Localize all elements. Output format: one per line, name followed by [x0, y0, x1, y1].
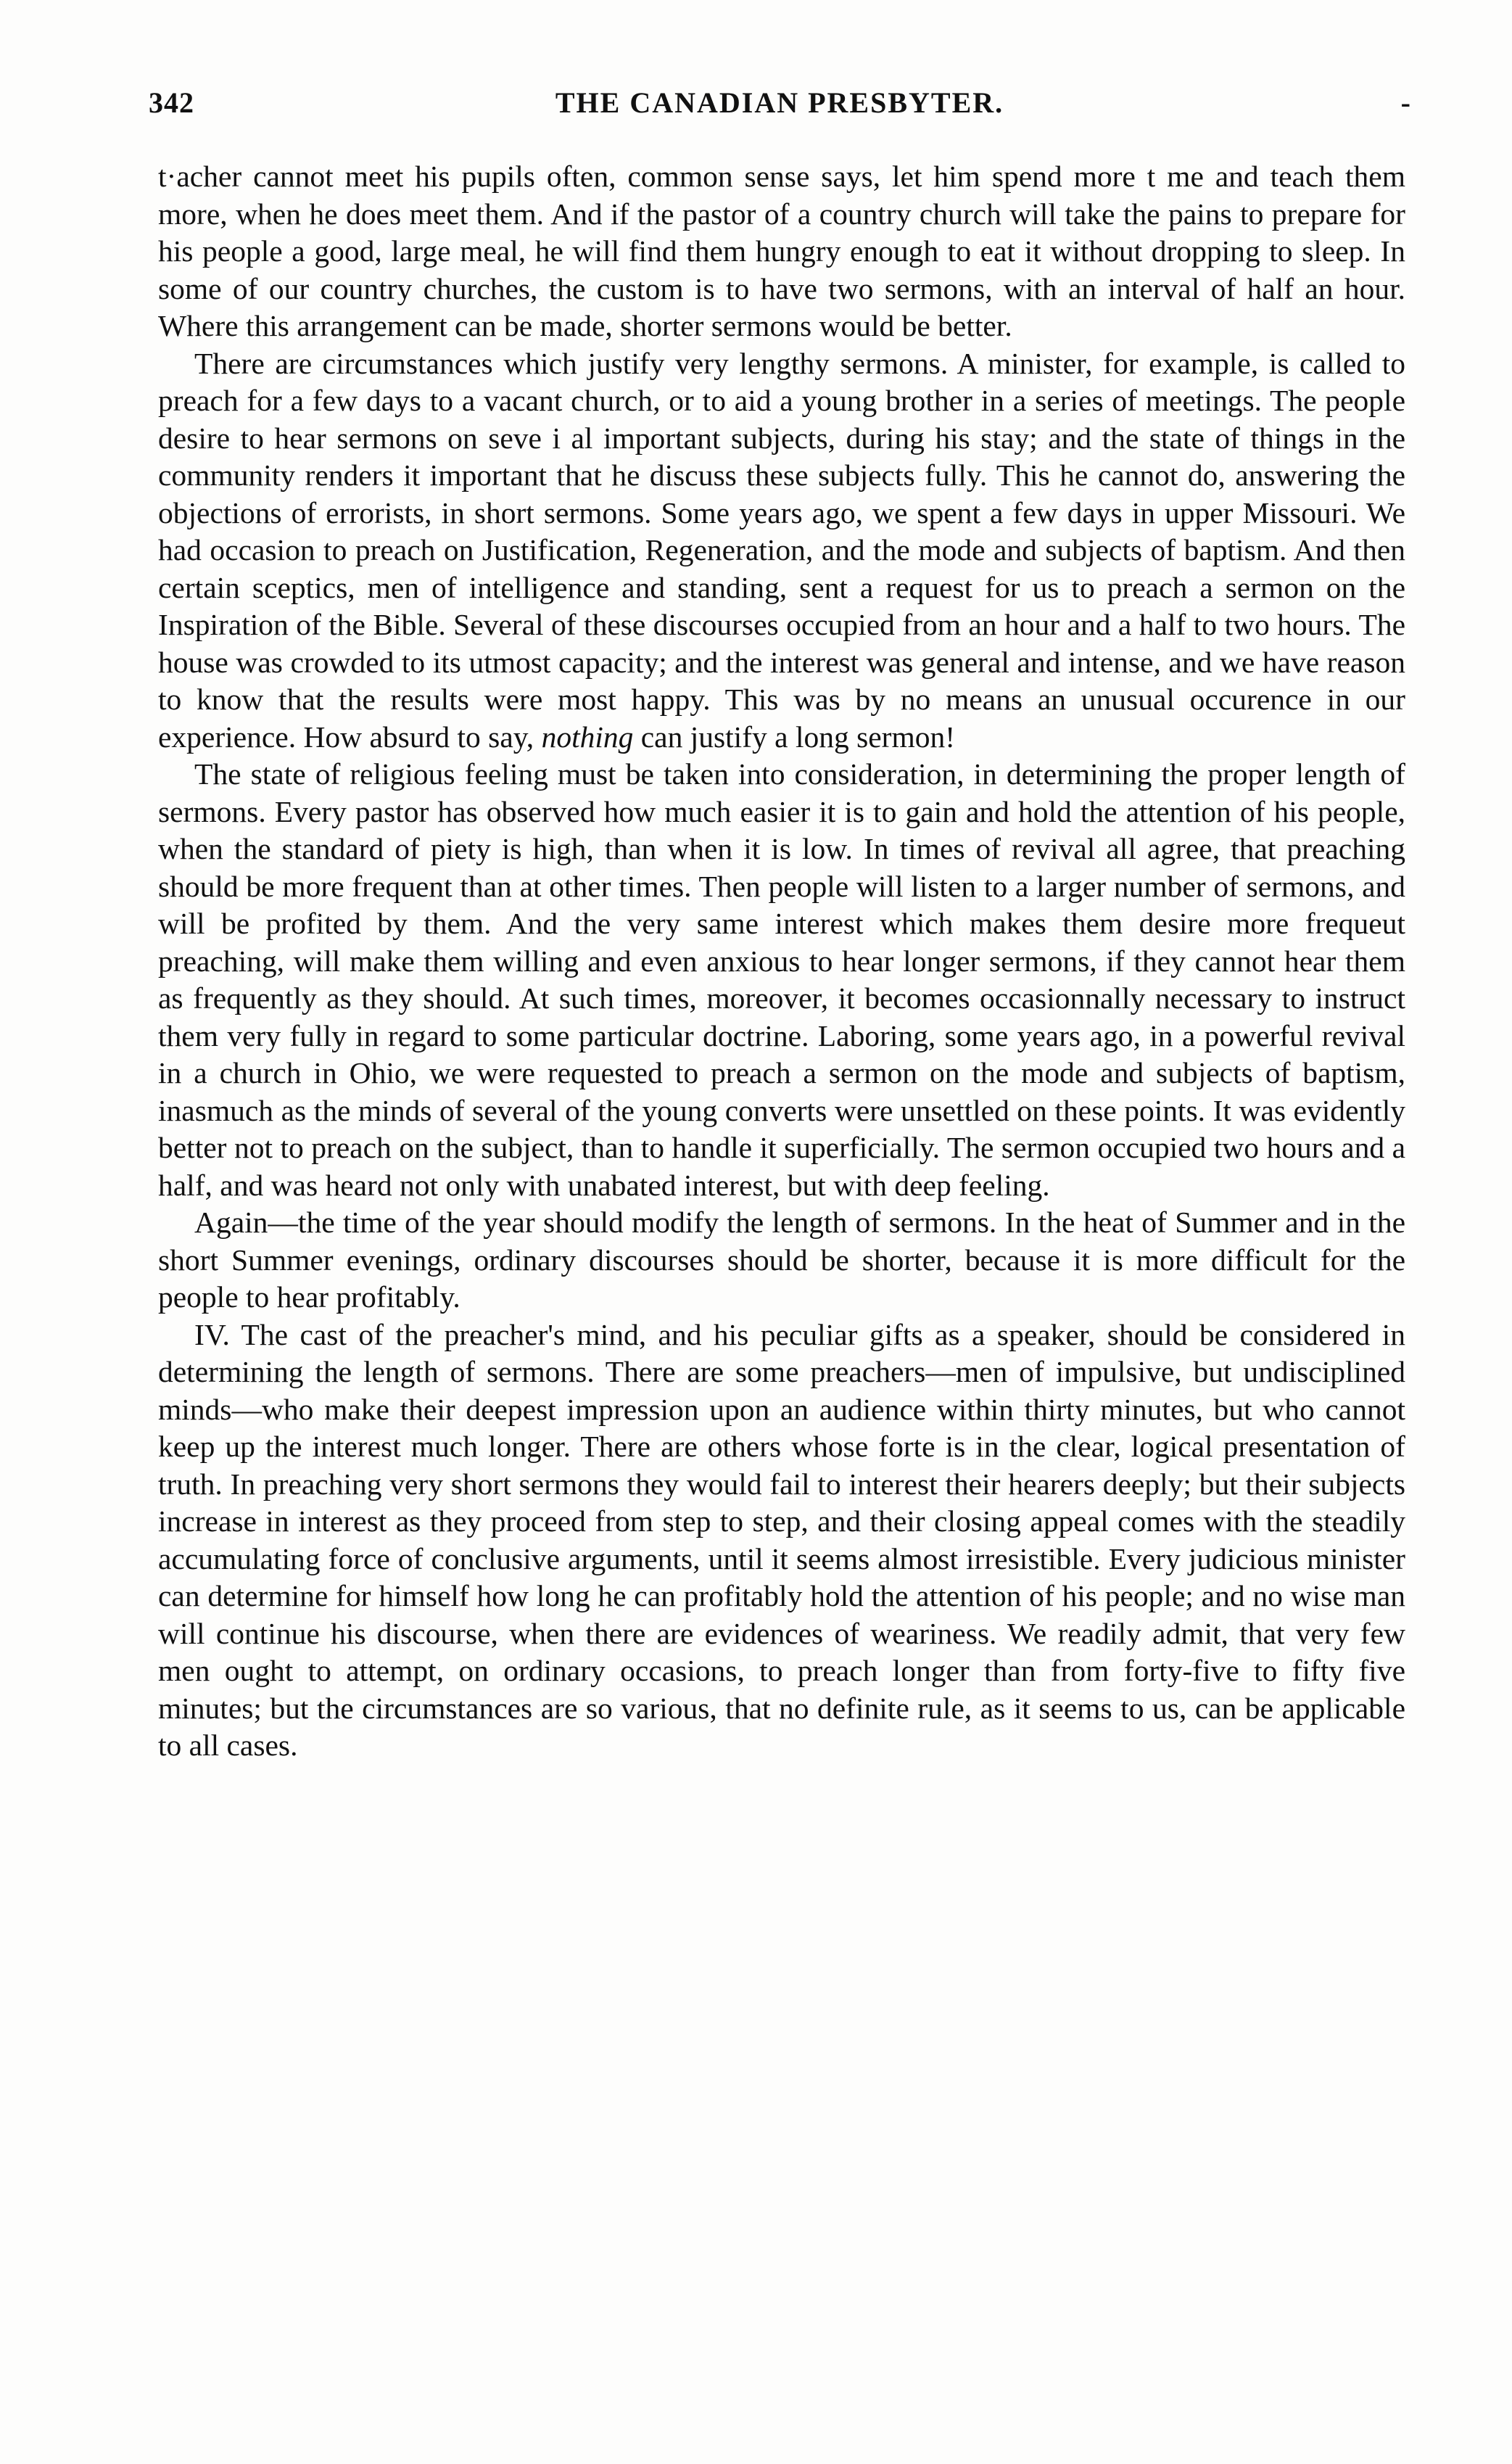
article-body [158, 158, 1405, 1765]
paragraph-3: The state of religious feeling must be taken into consideration, in determining the proper length of sermons. Every pastor has observed how much easier it is to gain and hold the attention of his people, when the standard of piety is high, than when it is low. In times of revival all agree, that preaching should be more frequent than at other times. Then people will listen to a larger number of sermons, and will be profited by them. And the very same interest which makes them desire more frequeut preaching, will make them willing and even anxious to hear longer sermons, if they cannot hear them as frequently as they should. At such times, moreover, it becomes occasionnally necessary to instruct them very fully in regard to some particular doctrine. Laboring, some years ago, in a powerful revival in a church in Ohio, we were requested to preach a sermon on the mode and subjects of baptism, inasmuch as the minds of several of the young converts were unsettled on these points. It was evidently better not to preach on the subject, than to handle it superficially. The sermon occupied two hours and a half, and was heard not only with unabated interest, but with deep feeling. [158, 757, 1405, 1202]
paragraph-4: Again—the time of the year should modify the length of sermons. In the heat of Summer and in the short Summer evenings, ordinary discourses should be shorter, because it is more difficult for the people to hear profitably. [158, 1206, 1405, 1314]
paragraph-2 [158, 345, 1405, 757]
paragraph-2-emphasis: nothing [541, 720, 634, 754]
paragraph-1: t·acher cannot meet his pupils often, common sense says, let him spend more t me and teach them more, when he does meet them. And if the pastor of a country church will take the pains to prepare for his people a good, large meal, he will find them hungry enough to eat it without dropping to sleep. In some of our country churches, the custom is to have two sermons, with an interval of half an hour. Where this arrangement can be made, shorter sermons would be better. [158, 160, 1405, 342]
paragraph-5: IV. The cast of the preacher's mind, and his peculiar gifts as a speaker, should be considered in determining the length of sermons. There are some preachers—men of impulsive, but undisciplined minds—who make their deepest impression upon an audience within thirty minutes, but who cannot keep up the interest much longer. There are others whose forte is in the clear, logical presentation of truth. In preaching very short sermons they would fail to interest their hearers deeply; but their subjects increase in interest as they proceed from step to step, and their closing appeal comes with the steadily accumulating force of conclusive arguments, until it seems almost irresistible. Every judicious minister can determine for himself how long he can profitably hold the attention of his people; and no wise man will continue his discourse, when there are evidences of weariness. We readily admit, that very few men ought to attempt, on ordinary occasions, to preach longer than from forty-five to fifty five minutes; but the circumstances are so various, that no definite rule, as it seems to us, can be applicable to all cases. [158, 1317, 1405, 1762]
paragraph-2-tail: can justify a long sermon! [640, 720, 956, 754]
page-header [149, 86, 1410, 136]
page-number: 342 [149, 86, 194, 119]
header-mark: - [1400, 86, 1410, 119]
running-title: THE CANADIAN PRESBYTER. [555, 86, 1004, 119]
paragraph-2-text: There are circumstances which justify very lengthy sermons. A minister, for example, is called to preach for a few days to a vacant church, or to aid a young brother in a series of meetings. The people desire to hear sermons on seve i al important subjects, during his stay; and the state of things in the community renders it important that he discuss these subjects fully. This he cannot do, answering the objections of errorists, in short sermons. Some years ago, we spent a few days in upper Missouri. We had occasion to preach on Justification, Regeneration, and the mode and subjects of baptism. And then certain sceptics, men of intelligence and standing, sent a request for us to preach a sermon on the Inspiration of the Bible. Several of these discourses occupied from an hour and a half to two hours. The house was crowded to its utmost capacity; and the interest was general and intense, and we have reason to know that the results were most happy. This was by no means an unusual occurence in our experience. How absurd to say, [158, 346, 1405, 754]
